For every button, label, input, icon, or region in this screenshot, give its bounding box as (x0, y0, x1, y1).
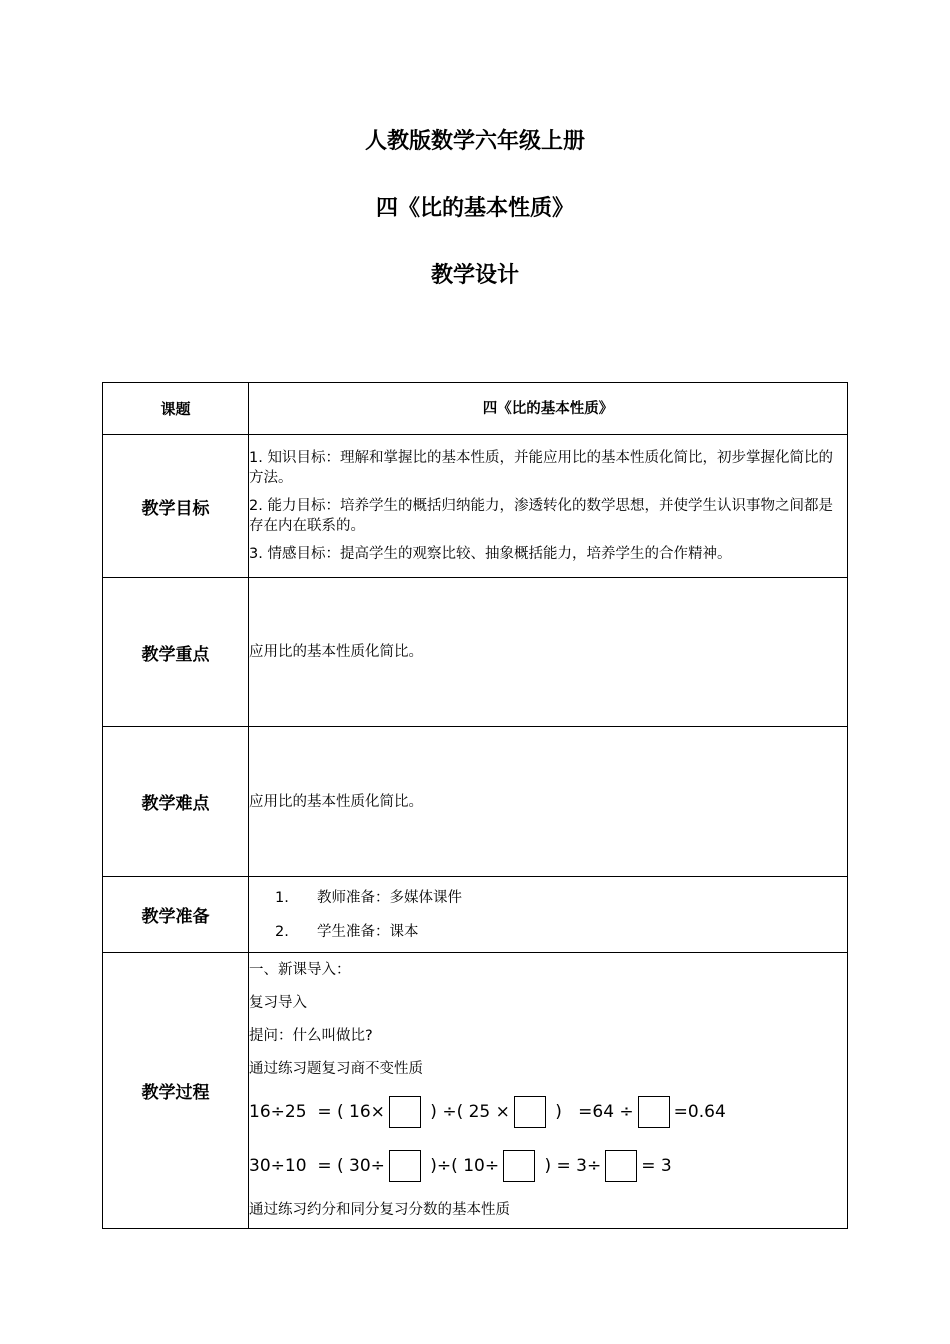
difficulty-row (103, 727, 848, 877)
blank-box (514, 1096, 546, 1128)
process-line: 通过练习约分和同分复习分数的基本性质 (249, 1201, 510, 1218)
blank-box (389, 1096, 421, 1128)
lesson-plan-table (102, 382, 848, 1229)
process-line: 通过练习题复习商不变性质 (249, 1060, 423, 1077)
equation-2 (249, 1139, 847, 1193)
blank-box (638, 1096, 670, 1128)
difficulty-value: 应用比的基本性质化简比。 (249, 727, 848, 877)
blank-box (605, 1150, 637, 1182)
objective-item: 2. 能力目标：培养学生的概括归纳能力，渗透转化的数学思想，并使学生认识事物之间都是存在内在联系的。 (249, 498, 833, 534)
key-point-value: 应用比的基本性质化简比。 (249, 578, 848, 727)
eq2-part-d: = 3 (641, 1156, 672, 1176)
blank-box (503, 1150, 535, 1182)
doc-title-line3: 教学设计 (430, 263, 519, 288)
eq1-part-a: 16÷25 = ( 16× (249, 1102, 385, 1122)
preparation-item (249, 915, 847, 949)
preparation-cell (249, 877, 848, 953)
process-line: 提问：什么叫做比? (249, 1027, 373, 1044)
eq1-part-b: ) ÷( 25 × (424, 1102, 510, 1122)
blank-box (389, 1150, 421, 1182)
eq1-part-d: =0.64 (673, 1102, 726, 1122)
preparation-row (103, 877, 848, 953)
preparation-text: 教师准备：多媒体课件 (317, 889, 462, 906)
eq2-part-a: 30÷10 = ( 30÷ (249, 1156, 385, 1176)
key-point-label: 教学重点 (103, 578, 249, 727)
preparation-text: 学生准备：课本 (317, 923, 419, 940)
preparation-number: 2. (275, 923, 289, 940)
preparation-label: 教学准备 (103, 877, 249, 953)
process-row (103, 953, 848, 1229)
objective-item: 3. 情感目标：提高学生的观察比较、抽象概括能力，培养学生的合作精神。 (249, 546, 732, 562)
eq2-part-c: ) = 3÷ (539, 1156, 602, 1176)
topic-label: 课题 (103, 383, 249, 435)
equation-1 (249, 1085, 847, 1139)
objective-item: 1. 知识目标：理解和掌握比的基本性质，并能应用比的基本性质化简比，初步掌握化简比的方法。 (249, 450, 833, 486)
topic-value: 四《比的基本性质》 (249, 383, 848, 435)
objectives-cell (249, 435, 848, 578)
process-line: 一、新课导入： (249, 961, 351, 978)
process-cell (249, 953, 848, 1229)
process-label: 教学过程 (103, 953, 249, 1229)
preparation-item (249, 881, 847, 915)
objectives-label: 教学目标 (103, 435, 249, 578)
objectives-row (103, 435, 848, 578)
doc-title-line2: 四《比的基本性质》 (375, 196, 574, 221)
preparation-number: 1. (275, 889, 289, 906)
doc-title-line1: 人教版数学六年级上册 (364, 129, 585, 154)
eq1-part-c: ) =64 ÷ (549, 1102, 634, 1122)
difficulty-label: 教学难点 (103, 727, 249, 877)
topic-row (103, 383, 848, 435)
eq2-part-b: )÷( 10÷ (424, 1156, 500, 1176)
key-point-row (103, 578, 848, 727)
process-line: 复习导入 (249, 994, 307, 1011)
